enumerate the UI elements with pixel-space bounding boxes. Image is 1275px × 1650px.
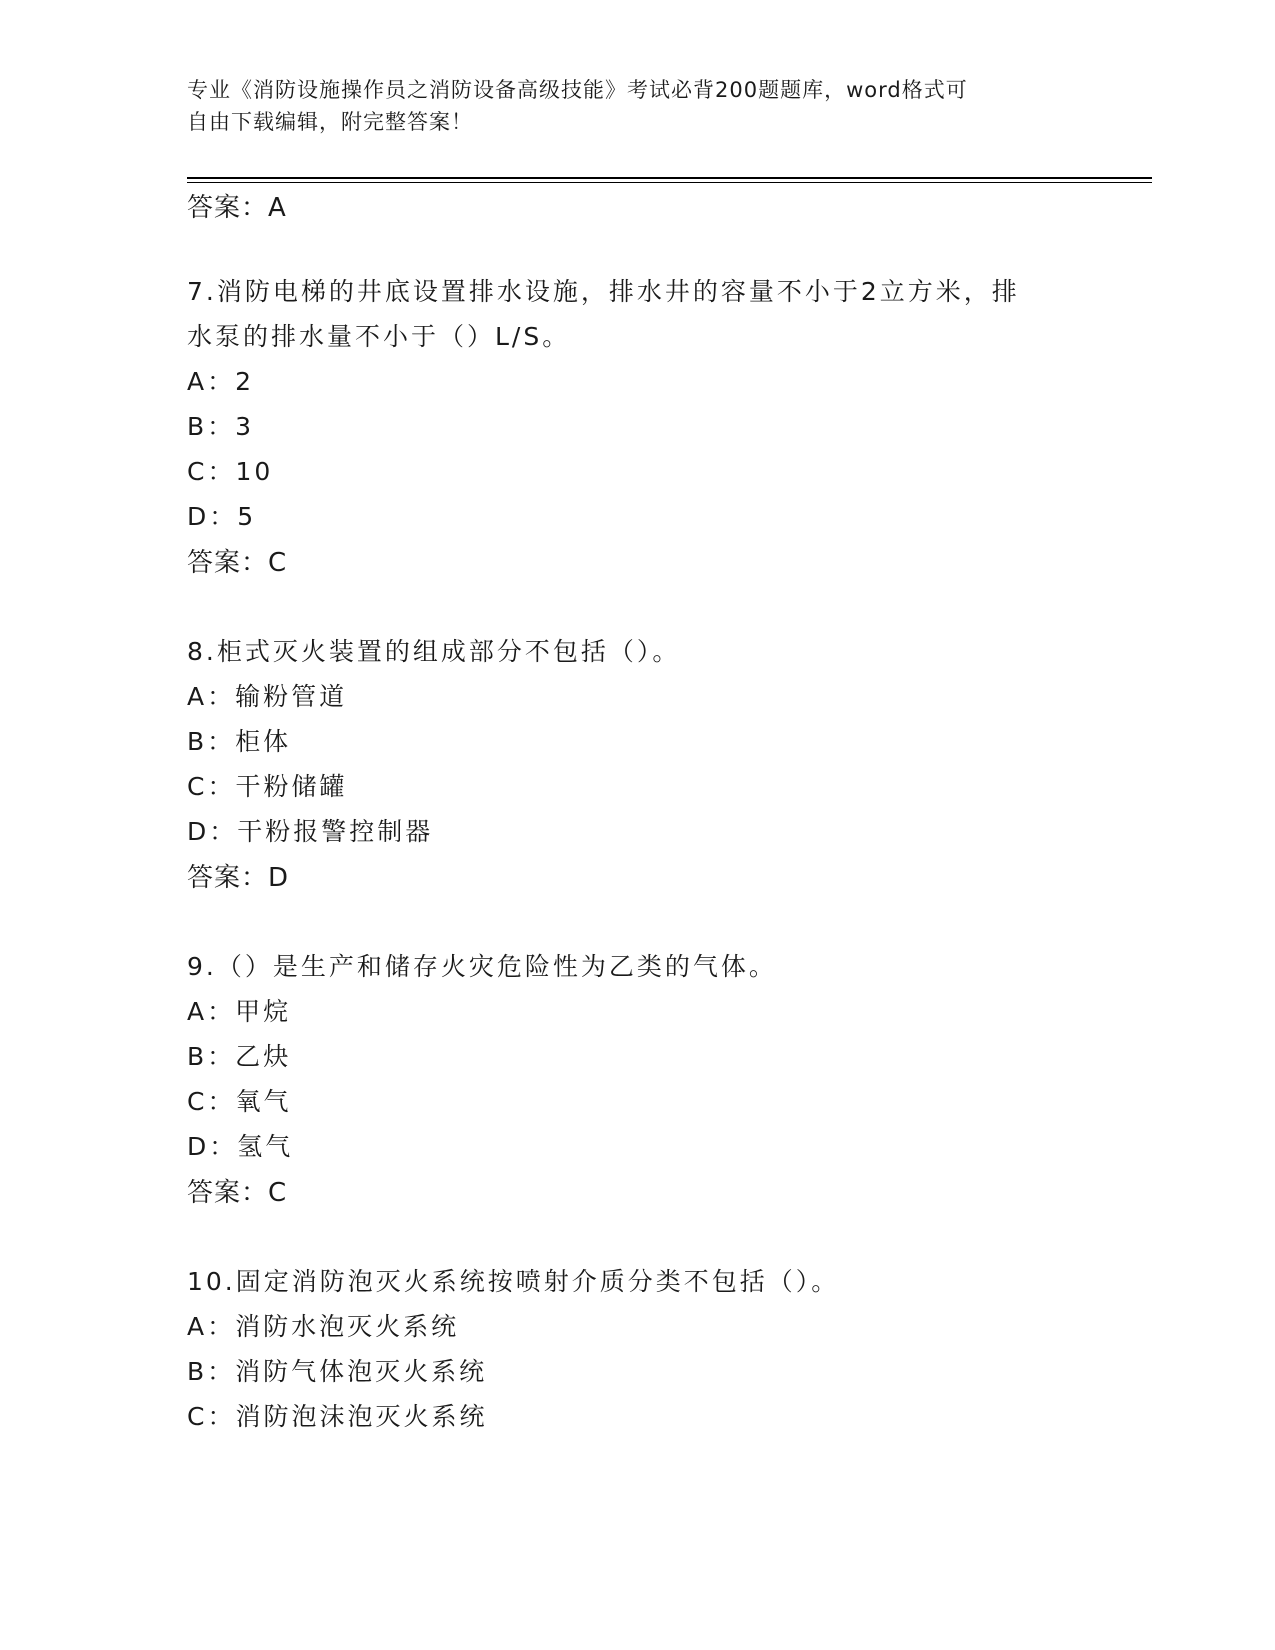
question-8-option-c: C：干粉储罐 (187, 772, 348, 801)
header-line-2: 自由下载编辑，附完整答案！ (187, 110, 473, 134)
question-7-stem-line-2: 水泵的排水量不小于（）L/S。 (187, 322, 571, 351)
question-7-answer: 答案：C (187, 548, 288, 578)
question-8-answer: 答案：D (187, 863, 290, 893)
question-10-stem: 10.固定消防泡灭火系统按喷射介质分类不包括（）。 (187, 1267, 840, 1296)
question-7-option-d: D：5 (187, 502, 257, 531)
question-10-option-b: B：消防气体泡灭火系统 (187, 1357, 488, 1386)
document-header (187, 74, 1067, 138)
question-9-option-a: A：甲烷 (187, 997, 292, 1026)
header-rule-thin (187, 182, 1152, 183)
question-9-option-d: D：氢气 (187, 1132, 294, 1161)
question-8-option-a: A：输粉管道 (187, 682, 348, 711)
header-rule-thick (187, 177, 1152, 179)
header-line-1: 专业《消防设施操作员之消防设备高级技能》考试必背200题题库，word格式可 (187, 78, 968, 102)
question-7-option-a: A：2 (187, 367, 255, 396)
question-7-stem-line-1: 7.消防电梯的井底设置排水设施，排水井的容量不小于2立方米，排 (187, 277, 1020, 306)
question-8-option-d: D：干粉报警控制器 (187, 817, 434, 846)
question-10-option-c: C：消防泡沫泡灭火系统 (187, 1402, 488, 1431)
previous-answer: 答案：A (187, 193, 287, 223)
question-8-option-b: B：柜体 (187, 727, 292, 756)
question-9-option-b: B：乙炔 (187, 1042, 292, 1071)
question-8-stem: 8.柜式灭火装置的组成部分不包括（）。 (187, 637, 681, 666)
question-10-option-a: A：消防水泡灭火系统 (187, 1312, 460, 1341)
question-9-answer: 答案：C (187, 1178, 288, 1208)
question-9-option-c: C：氧气 (187, 1087, 292, 1116)
question-9-stem: 9.（）是生产和储存火灾危险性为乙类的气体。 (187, 952, 777, 981)
question-7-option-c: C：10 (187, 457, 274, 486)
question-7-option-b: B：3 (187, 412, 255, 441)
